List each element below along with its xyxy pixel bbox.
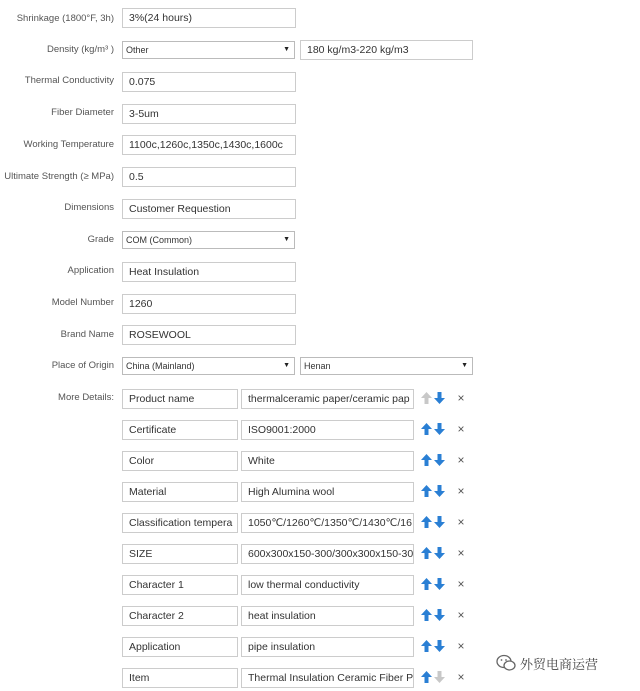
application-input[interactable]: Heat Insulation (122, 262, 296, 282)
density-select-value: Other (126, 45, 149, 55)
detail-value-input[interactable]: 1050℃/1260℃/1350℃/1430℃/16 (241, 513, 414, 533)
arrow-up-icon[interactable] (421, 516, 432, 528)
arrow-up-icon[interactable] (421, 423, 432, 435)
arrow-down-icon[interactable] (434, 640, 445, 652)
label-density: Density (kg/m³ ) (46, 44, 114, 55)
label-application: Application (67, 265, 114, 276)
detail-key-input[interactable]: Item (122, 668, 238, 688)
detail-key-input[interactable]: Material (122, 482, 238, 502)
detail-key-input[interactable]: Certificate (122, 420, 238, 440)
arrow-up-icon[interactable] (421, 485, 432, 497)
label-grade: Grade (87, 234, 114, 245)
watermark (496, 652, 598, 674)
delete-row-icon[interactable]: × (457, 453, 465, 467)
delete-row-icon[interactable]: × (457, 515, 465, 529)
chevron-down-icon: ▼ (283, 362, 290, 369)
arrow-up-icon[interactable] (421, 640, 432, 652)
detail-key-input[interactable]: SIZE (122, 544, 238, 564)
chevron-down-icon: ▼ (461, 362, 468, 369)
label-thermal-conductivity: Thermal Conductivity (24, 75, 114, 86)
watermark-text: 外贸电商运营 (520, 657, 599, 673)
grade-select[interactable] (122, 231, 295, 249)
density-select[interactable] (122, 41, 295, 59)
origin-country-value: China (Mainland) (126, 361, 195, 371)
detail-key-input[interactable]: Product name (122, 389, 238, 409)
label-ultimate-strength: Ultimate Strength (≥ MPa) (4, 171, 114, 182)
arrow-down-icon[interactable] (434, 423, 445, 435)
label-brand-name: Brand Name (60, 329, 114, 340)
origin-province-select[interactable] (300, 357, 473, 375)
reorder-arrows (421, 485, 449, 499)
detail-key-input[interactable]: Color (122, 451, 238, 471)
dimensions-input[interactable]: Customer Requestion (122, 199, 296, 219)
arrow-down-icon[interactable] (434, 392, 445, 404)
shrinkage-input[interactable]: 3%(24 hours) (122, 8, 296, 28)
origin-province-value: Henan (304, 361, 331, 371)
detail-value-input[interactable]: low thermal conductivity (241, 575, 414, 595)
detail-key-input[interactable]: Character 1 (122, 575, 238, 595)
detail-value-input[interactable]: thermalceramic paper/ceramic pap (241, 389, 414, 409)
model-number-input[interactable]: 1260 (122, 294, 296, 314)
arrow-down-icon[interactable] (434, 516, 445, 528)
arrow-up-icon[interactable] (421, 609, 432, 621)
reorder-arrows (421, 423, 449, 437)
delete-row-icon[interactable]: × (457, 577, 465, 591)
label-fiber-diameter: Fiber Diameter (51, 107, 114, 118)
origin-country-select[interactable] (122, 357, 295, 375)
density-value-input[interactable]: 180 kg/m3-220 kg/m3 (300, 40, 473, 60)
reorder-arrows (421, 671, 449, 685)
detail-key-input[interactable]: Classification tempera (122, 513, 238, 533)
arrow-down-icon[interactable] (434, 485, 445, 497)
delete-row-icon[interactable]: × (457, 391, 465, 405)
arrow-up-icon[interactable] (421, 547, 432, 559)
wechat-icon (496, 654, 516, 672)
label-dimensions: Dimensions (64, 202, 114, 213)
chevron-down-icon: ▼ (283, 236, 290, 243)
arrow-down-icon[interactable] (434, 547, 445, 559)
detail-value-input[interactable]: 600x300x150-300/300x300x150-30 (241, 544, 414, 564)
working-temperature-input[interactable]: 1100c,1260c,1350c,1430c,1600c (122, 135, 296, 155)
label-working-temperature: Working Temperature (23, 139, 114, 150)
reorder-arrows (421, 454, 449, 468)
reorder-arrows (421, 547, 449, 561)
brand-name-input[interactable]: ROSEWOOL (122, 325, 296, 345)
label-shrinkage: Shrinkage (1800°F, 3h) (16, 13, 114, 24)
reorder-arrows (421, 609, 449, 623)
arrow-down-icon[interactable] (434, 578, 445, 590)
reorder-arrows (421, 516, 449, 530)
delete-row-icon[interactable]: × (457, 639, 465, 653)
delete-row-icon[interactable]: × (457, 546, 465, 560)
detail-key-input[interactable]: Character 2 (122, 606, 238, 626)
label-more-details: More Details: (58, 392, 114, 403)
arrow-down-icon[interactable] (434, 609, 445, 621)
grade-select-value: COM (Common) (126, 235, 193, 245)
fiber-diameter-input[interactable]: 3-5um (122, 104, 296, 124)
reorder-arrows (421, 578, 449, 592)
arrow-up-icon[interactable] (421, 454, 432, 466)
detail-key-input[interactable]: Application (122, 637, 238, 657)
ultimate-strength-input[interactable]: 0.5 (122, 167, 296, 187)
chevron-down-icon: ▼ (283, 46, 290, 53)
arrow-up-icon[interactable] (421, 671, 432, 683)
detail-value-input[interactable]: White (241, 451, 414, 471)
delete-row-icon[interactable]: × (457, 484, 465, 498)
detail-value-input[interactable]: Thermal Insulation Ceramic Fiber P (241, 668, 414, 688)
reorder-arrows (421, 392, 449, 406)
delete-row-icon[interactable]: × (457, 670, 465, 684)
arrow-down-icon[interactable] (434, 671, 445, 683)
label-model-number: Model Number (51, 297, 114, 308)
arrow-down-icon[interactable] (434, 454, 445, 466)
detail-value-input[interactable]: High Alumina wool (241, 482, 414, 502)
delete-row-icon[interactable]: × (457, 608, 465, 622)
detail-value-input[interactable]: ISO9001:2000 (241, 420, 414, 440)
label-place-of-origin: Place of Origin (51, 360, 114, 371)
thermal-conductivity-input[interactable]: 0.075 (122, 72, 296, 92)
delete-row-icon[interactable]: × (457, 422, 465, 436)
arrow-up-icon[interactable] (421, 578, 432, 590)
reorder-arrows (421, 640, 449, 654)
detail-value-input[interactable]: pipe insulation (241, 637, 414, 657)
detail-value-input[interactable]: heat insulation (241, 606, 414, 626)
arrow-up-icon[interactable] (421, 392, 432, 404)
